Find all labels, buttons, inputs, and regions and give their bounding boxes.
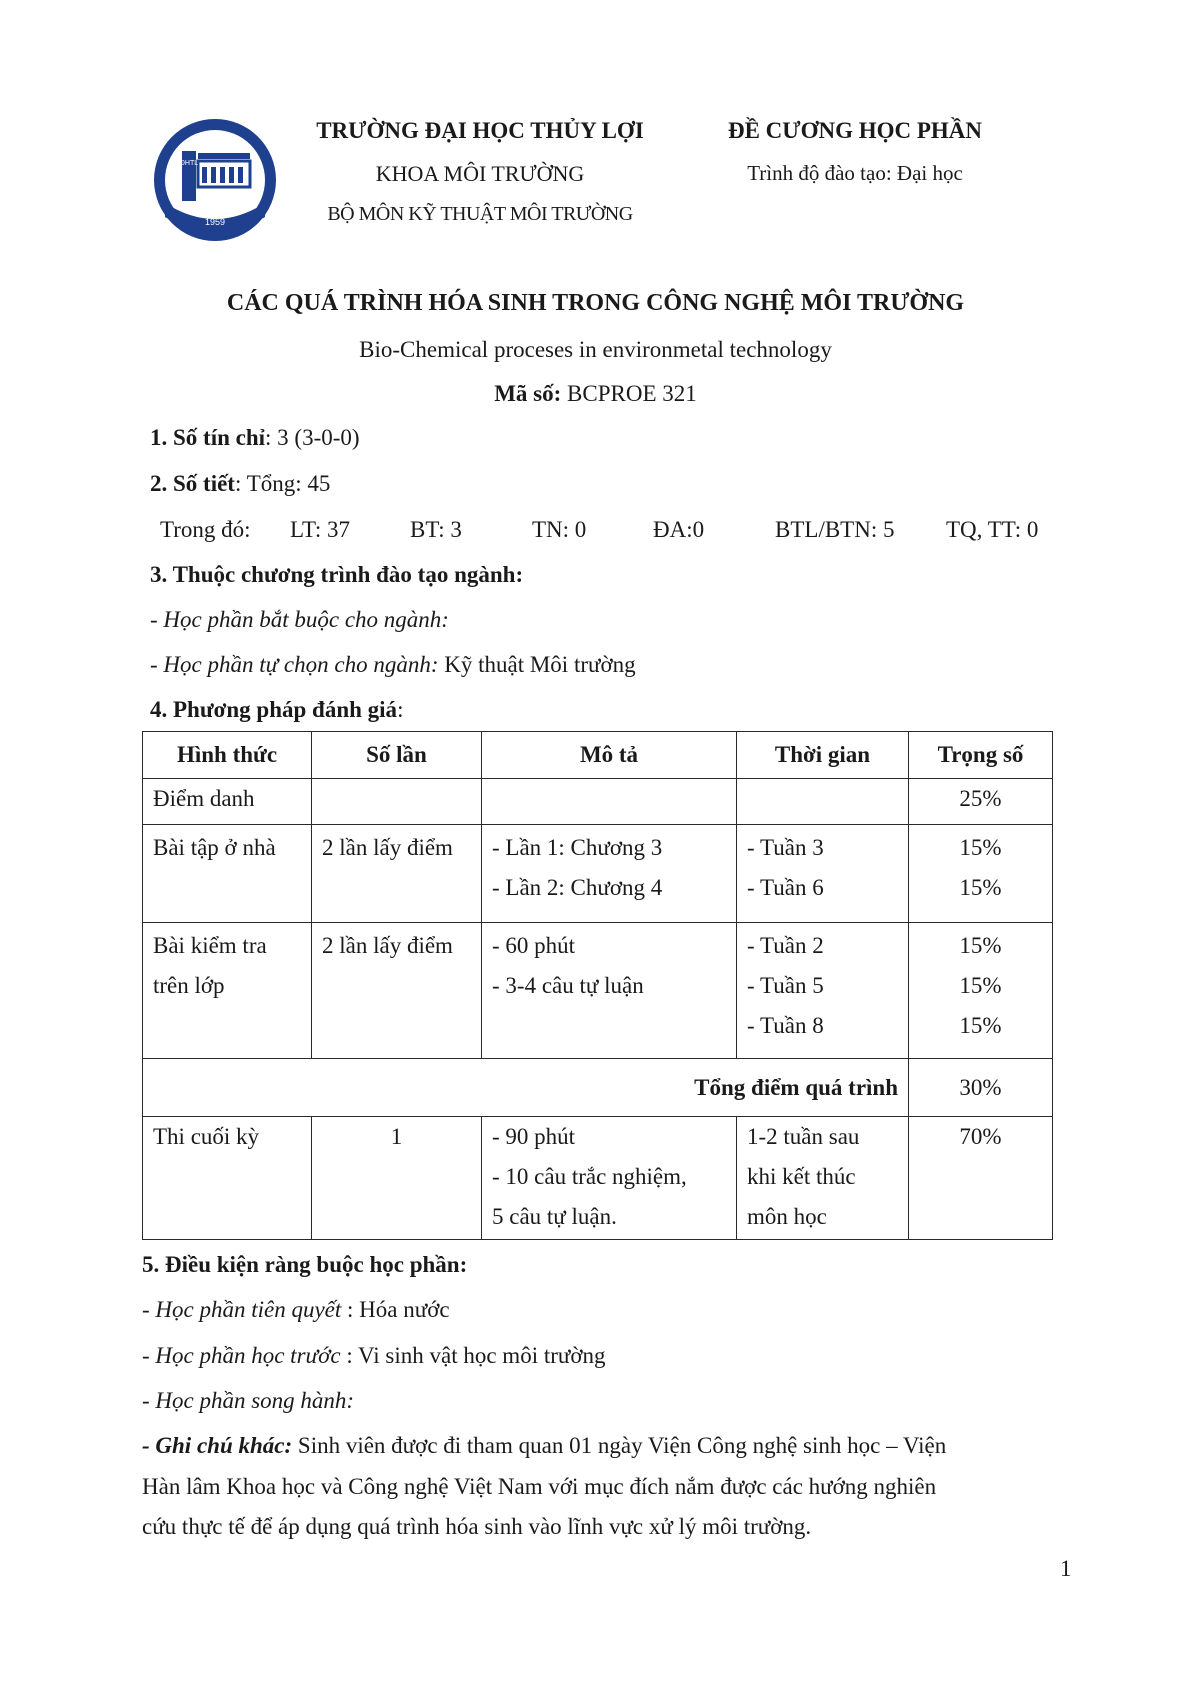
time-line: - Tuần 6 xyxy=(747,875,824,900)
table-row xyxy=(143,1059,1053,1117)
hours-value: : Tổng: 45 xyxy=(234,471,331,496)
breakdown-intro: Trong đó: xyxy=(160,517,251,542)
course-code-label: Mã số: xyxy=(494,381,562,406)
cell-form: Thi cuối kỳ xyxy=(143,1117,312,1240)
weight-line: 15% xyxy=(959,1013,1002,1038)
prerequisite-line xyxy=(142,1297,450,1323)
header-times: Số lần xyxy=(312,732,482,779)
other-notes-text: Sinh viên được đi tham quan 01 ngày Viện Công nghệ sinh học – Viện xyxy=(292,1433,947,1458)
desc-line: - 3-4 câu tự luận xyxy=(492,973,644,998)
cell-weight xyxy=(909,923,1053,1059)
weight-line: 15% xyxy=(959,933,1002,958)
other-notes-label: - Ghi chú khác: xyxy=(142,1433,293,1458)
cell-desc xyxy=(482,923,737,1059)
cell-form xyxy=(143,923,312,1059)
breakdown-lt: LT: 37 xyxy=(290,517,350,542)
cell-times: 2 lần lấy điểm xyxy=(312,825,482,923)
header-time: Thời gian xyxy=(737,732,909,779)
other-notes-text: cứu thực tế để áp dụng quá trình hóa sinh vào lĩnh vực xử lý môi trường. xyxy=(142,1514,812,1539)
cell-times xyxy=(312,779,482,825)
cell-time xyxy=(737,923,909,1059)
breakdown-da: ĐA:0 xyxy=(653,517,705,542)
cell-form: Điểm danh xyxy=(143,779,312,825)
course-code-value: BCPROE 321 xyxy=(561,381,697,406)
hours-line xyxy=(150,471,330,497)
weight-line: 15% xyxy=(959,875,1002,900)
cell-form: Bài tập ở nhà xyxy=(143,825,312,923)
header-desc: Mô tả xyxy=(482,732,737,779)
university-name: TRƯỜNG ĐẠI HỌC THỦY LỢI xyxy=(316,118,644,143)
cell-time xyxy=(737,1117,909,1240)
desc-line: - 60 phút xyxy=(492,933,576,958)
prerequisite-label: - Học phần tiên quyết xyxy=(142,1297,342,1322)
credits-line xyxy=(150,425,360,451)
header-weight: Trọng số xyxy=(909,732,1053,779)
cell-times: 2 lần lấy điểm xyxy=(312,923,482,1059)
conditions-heading: 5. Điều kiện ràng buộc học phần: xyxy=(142,1252,468,1277)
course-title: CÁC QUÁ TRÌNH HÓA SINH TRONG CÔNG NGHỆ MÔI TRƯỜNG xyxy=(226,290,965,316)
header-form: Hình thức xyxy=(143,732,312,779)
cell-weight: 25% xyxy=(909,779,1053,825)
prior-course-line xyxy=(142,1343,606,1369)
parallel-course-label: - Học phần song hành: xyxy=(142,1388,355,1413)
other-notes-text: Hàn lâm Khoa học và Công nghệ Việt Nam với mục đích nắm được các hướng nghiên xyxy=(142,1474,937,1499)
breakdown-tn: TN: 0 xyxy=(532,517,587,542)
time-line: môn học xyxy=(747,1204,827,1229)
breakdown-bt: BT: 3 xyxy=(410,517,462,542)
process-total-weight: 30% xyxy=(909,1059,1053,1117)
credits-value: : 3 (3-0-0) xyxy=(265,425,360,450)
course-code xyxy=(0,381,1191,407)
cell-desc xyxy=(482,779,737,825)
desc-line: 5 câu tự luận. xyxy=(492,1204,617,1229)
table-header-row xyxy=(143,732,1053,779)
desc-line: - Lần 1: Chương 3 xyxy=(492,835,663,860)
svg-text:1959: 1959 xyxy=(204,217,226,227)
table-row xyxy=(143,825,1053,923)
breakdown-tq: TQ, TT: 0 xyxy=(946,517,1039,542)
form-line: trên lớp xyxy=(153,973,225,998)
prior-course-value: : Vi sinh vật học môi trường xyxy=(340,1343,606,1368)
program-heading: 3. Thuộc chương trình đào tạo ngành: xyxy=(150,562,524,587)
weight-line: 15% xyxy=(959,973,1002,998)
evaluation-table xyxy=(142,731,1053,1240)
time-line: 1-2 tuần sau xyxy=(747,1124,860,1149)
time-line: - Tuần 5 xyxy=(747,973,824,998)
time-line: - Tuần 3 xyxy=(747,835,824,860)
breakdown-btl: BTL/BTN: 5 xyxy=(775,517,895,542)
department-name: BỘ MÔN KỸ THUẬT MÔI TRƯỜNG xyxy=(327,203,633,225)
evaluation-colon: : xyxy=(397,697,404,722)
document-type: ĐỀ CƯƠNG HỌC PHẦN xyxy=(727,118,983,143)
hours-label: 2. Số tiết xyxy=(150,471,235,496)
elective-label: - Học phần tự chọn cho ngành: xyxy=(150,652,439,677)
time-line: khi kết thúc xyxy=(747,1164,856,1189)
prerequisite-value: : Hóa nước xyxy=(341,1297,450,1322)
required-label: - Học phần bắt buộc cho ngành: xyxy=(150,607,449,632)
cell-time xyxy=(737,825,909,923)
evaluation-label: 4. Phương pháp đánh giá xyxy=(150,697,398,722)
desc-line: - 90 phút xyxy=(492,1124,576,1149)
course-title-en: Bio-Chemical proceses in environmetal technology xyxy=(359,337,832,362)
table-row xyxy=(143,779,1053,825)
credits-label: 1. Số tín chỉ xyxy=(150,425,266,450)
weight-line: 15% xyxy=(959,835,1002,860)
time-line: - Tuần 8 xyxy=(747,1013,824,1038)
faculty-name: KHOA MÔI TRƯỜNG xyxy=(375,161,585,186)
cell-desc xyxy=(482,1117,737,1240)
table-row xyxy=(143,1117,1053,1240)
university-logo xyxy=(152,117,278,243)
other-notes-line xyxy=(142,1433,946,1459)
page-number: 1 xyxy=(1060,1556,1072,1581)
elective-line xyxy=(150,652,636,678)
training-level: Trình độ đào tạo: Đại học xyxy=(747,161,963,185)
cell-times: 1 xyxy=(312,1117,482,1240)
cell-desc xyxy=(482,825,737,923)
cell-time xyxy=(737,779,909,825)
evaluation-heading xyxy=(150,697,403,723)
elective-value: Kỹ thuật Môi trường xyxy=(438,652,636,677)
prior-course-label: - Học phần học trước xyxy=(142,1343,341,1368)
table-row xyxy=(143,923,1053,1059)
cell-weight: 70% xyxy=(909,1117,1053,1240)
process-total-label: Tổng điểm quá trình xyxy=(143,1059,909,1117)
desc-line: - 10 câu trắc nghiệm, xyxy=(492,1164,687,1189)
time-line: - Tuần 2 xyxy=(747,933,824,958)
desc-line: - Lần 2: Chương 4 xyxy=(492,875,663,900)
svg-text:ĐHTL: ĐHTL xyxy=(179,160,199,167)
form-line: Bài kiểm tra xyxy=(153,933,267,958)
cell-weight xyxy=(909,825,1053,923)
